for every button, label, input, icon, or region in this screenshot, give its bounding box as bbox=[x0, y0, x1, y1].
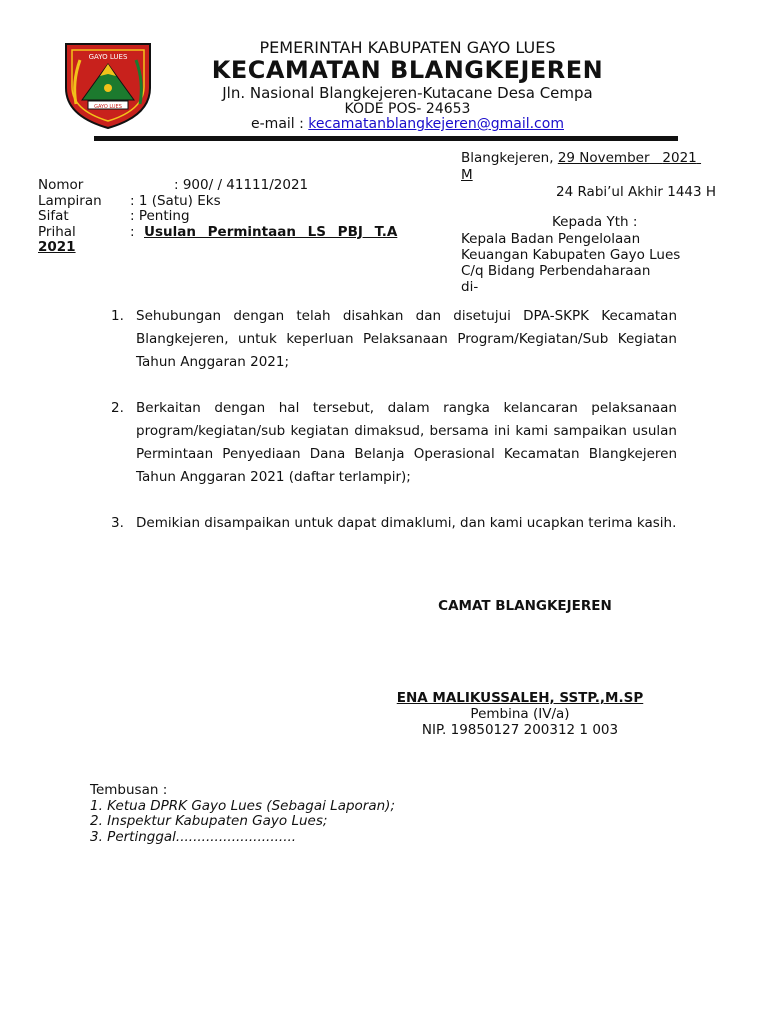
logo-lettering-bottom: GAYO LUES bbox=[94, 104, 122, 110]
prihal-separator: : bbox=[130, 223, 135, 240]
hijri-date: 24 Rabi’ul Akhir 1443 H bbox=[556, 184, 717, 200]
lampiran-row bbox=[38, 194, 438, 210]
signatory-rank: Pembina (IV/a) bbox=[470, 706, 570, 722]
office-address: Jln. Nasional Blangkejeren-Kutacane Desa Cempa bbox=[222, 84, 593, 102]
carbon-copy-item: 2. Inspektur Kabupaten Gayo Lues; bbox=[90, 813, 328, 829]
regency-crest-logo bbox=[58, 38, 158, 130]
recipient-line-4: di- bbox=[461, 279, 479, 295]
email-label: e-mail : bbox=[251, 116, 309, 132]
carbon-copy-item: 1. Ketua DPRK Gayo Lues (Sebagai Laporan); bbox=[90, 797, 395, 814]
list-item bbox=[111, 512, 677, 535]
sifat-value: : Penting bbox=[130, 208, 190, 224]
date-day-month: 29 November bbox=[557, 150, 650, 166]
sifat-label: Sifat bbox=[38, 208, 69, 224]
list-item bbox=[111, 397, 677, 489]
prihal-label: Prihal bbox=[38, 223, 76, 240]
recipient-line-1: Kepala Badan Pengelolaan bbox=[461, 231, 641, 247]
list-item-text: Sehubungan dengan telah disahkan dan disetujui DPA-SKPK Kecamatan Blangkejeren, untuk keperluan Pelaksanaan Program/Kegiatan/Sub Kegiatan Tahun Anggaran 2021; bbox=[136, 308, 677, 370]
letter-date bbox=[461, 150, 741, 184]
nomor-label: Nomor bbox=[38, 177, 84, 193]
list-item-number: 3. bbox=[111, 515, 124, 531]
date-year: 2021 bbox=[662, 150, 697, 166]
lampiran-label: Lampiran bbox=[38, 192, 102, 209]
date-place: Blangkejeren, bbox=[461, 150, 558, 166]
nomor-value: : 900/ / 41111/2021 bbox=[174, 177, 309, 193]
list-item-number: 2. bbox=[111, 400, 124, 416]
recipient-greeting: Kepada Yth : bbox=[552, 214, 638, 230]
letterhead-divider bbox=[94, 136, 678, 141]
date-suffix: M bbox=[461, 167, 473, 183]
government-name: PEMERINTAH KABUPATEN GAYO LUES bbox=[259, 38, 556, 57]
carbon-copy-label: Tembusan : bbox=[90, 782, 168, 798]
recipient-address bbox=[461, 231, 751, 295]
list-item-number: 1. bbox=[111, 308, 124, 324]
prihal-row bbox=[38, 225, 438, 241]
lampiran-value: : 1 (Satu) Eks bbox=[130, 192, 221, 209]
recipient-line-2: Keuangan Kabupaten Gayo Lues bbox=[461, 247, 681, 263]
recipient-line-3: C/q Bidang Perbendaharaan bbox=[461, 263, 651, 279]
carbon-copy-list bbox=[90, 783, 510, 845]
list-item bbox=[111, 305, 677, 374]
nomor-row bbox=[38, 178, 438, 194]
letter-meta bbox=[38, 178, 438, 256]
sifat-row bbox=[38, 209, 438, 225]
logo-lettering-top: GAYO LUES bbox=[88, 53, 128, 61]
list-item-text: Berkaitan dengan hal tersebut, dalam rangka kelancaran pelaksanaan program/kegiatan/sub kegiatan dimaksud, bersama ini kami sampaikan usulan Permintaan Penyediaan Dana Belanja Operasional Kecamatan Blangkejeren Tahun Anggaran 2021 (daftar terlampir); bbox=[136, 400, 677, 485]
prihal-value-line1: Usulan Permintaan LS PBJ T.A bbox=[144, 223, 398, 240]
prihal-value-line2: 2021 bbox=[38, 239, 76, 255]
signatory-title: CAMAT BLANGKEJEREN bbox=[438, 598, 612, 614]
email-line bbox=[170, 116, 645, 132]
signatory-name: ENA MALIKUSSALEH, SSTP.,M.SP bbox=[396, 690, 644, 706]
email-link[interactable]: kecamatanblangkejeren@gmail.com bbox=[308, 116, 564, 132]
carbon-copy-item: 3. Pertinggal............................ bbox=[90, 828, 297, 845]
list-item-text: Demikian disampaikan untuk dapat dimaklumi, dan kami ucapkan terima kasih. bbox=[136, 515, 677, 531]
office-name: KECAMATAN BLANGKEJEREN bbox=[211, 56, 604, 84]
signatory-nip: NIP. 19850127 200312 1 003 bbox=[421, 722, 619, 738]
postal-code: KODE POS- 24653 bbox=[344, 101, 471, 117]
